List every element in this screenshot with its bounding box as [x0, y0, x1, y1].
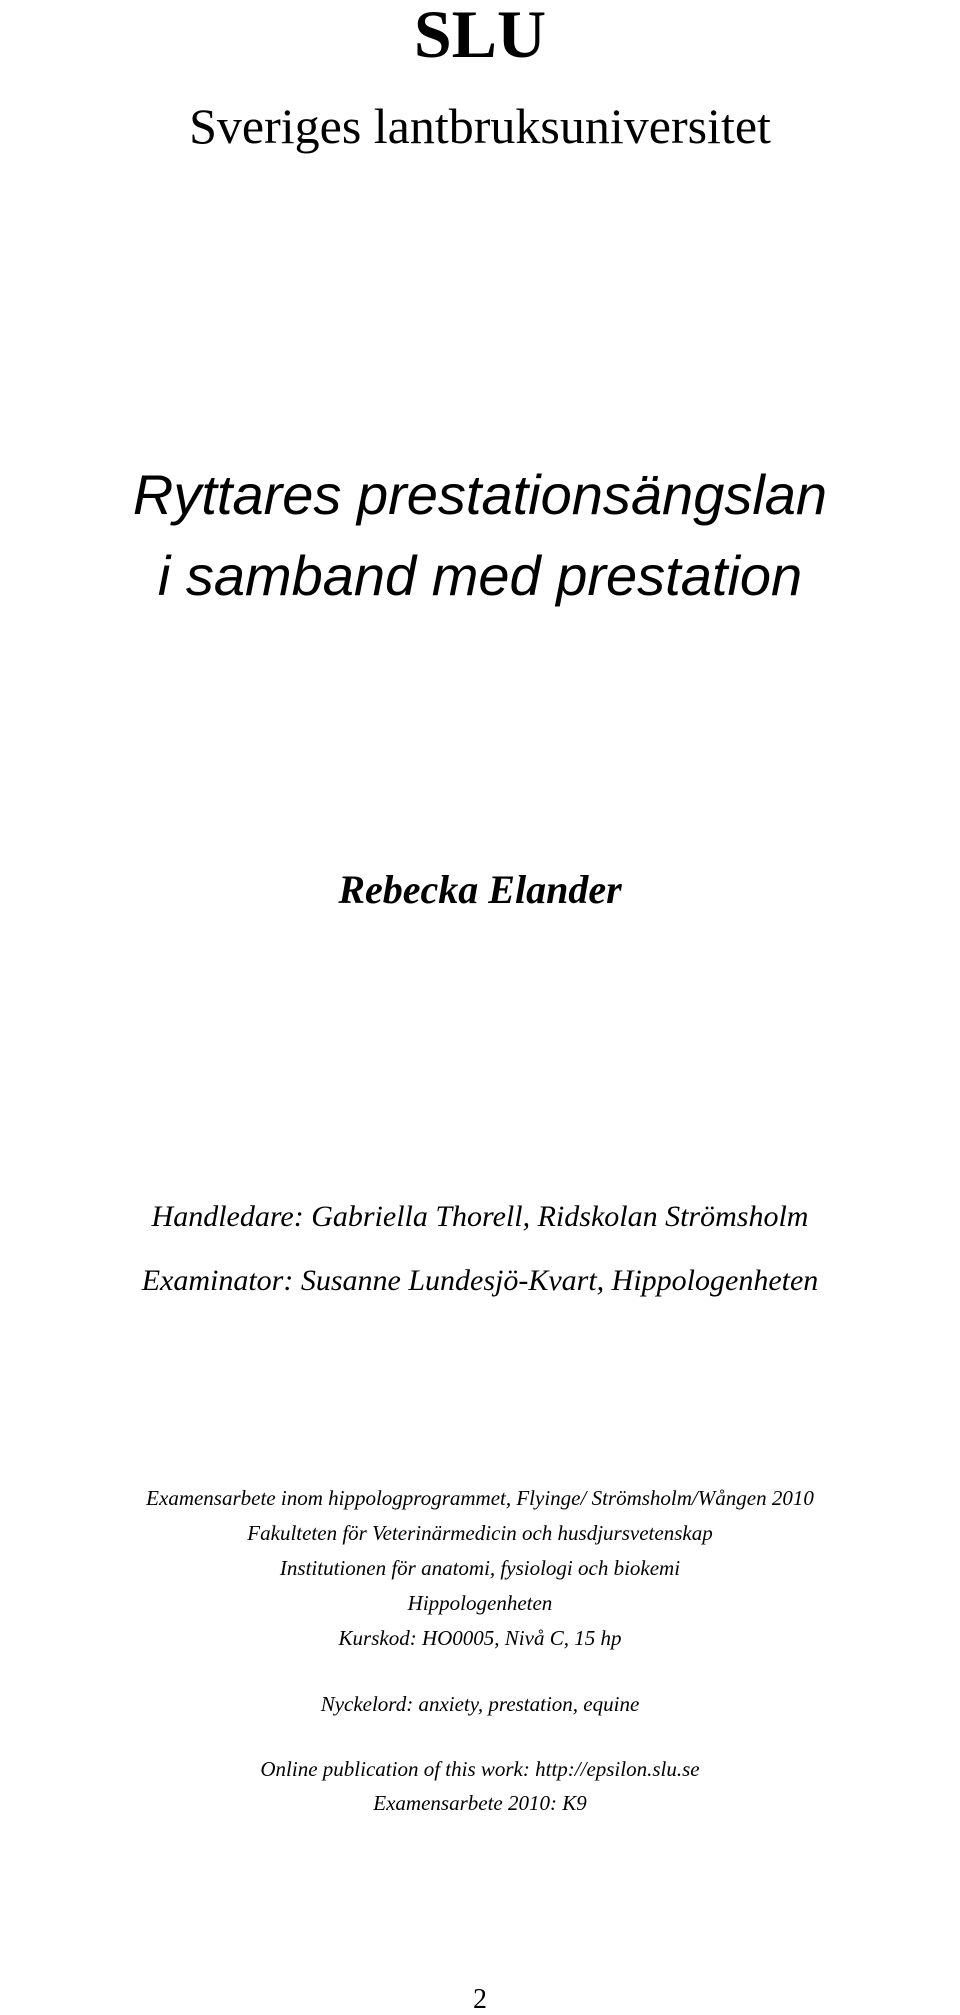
author-name: Rebecka Elander: [338, 867, 622, 912]
university-name: Sveriges lantbruksuniversitet: [189, 98, 771, 154]
unit-line: Hippologenheten: [407, 1591, 553, 1615]
faculty-line: Fakulteten för Veterinärmedicin och husdjursvetenskap: [247, 1521, 713, 1545]
keywords-line: Nyckelord: anxiety, prestation, equine: [320, 1692, 640, 1716]
thesis-title-line-2: i samband med prestation: [157, 544, 803, 607]
course-code-line: Kurskod: HO0005, Nivå C, 15 hp: [338, 1626, 622, 1650]
slu-logo: SLU: [413, 0, 547, 72]
publication-line: Online publication of this work: http://epsilon.slu.se: [260, 1757, 700, 1781]
series-line: Examensarbete 2010: K9: [373, 1791, 587, 1815]
department-line: Institutionen för anatomi, fysiologi och biokemi: [279, 1556, 681, 1580]
thesis-program-line: Examensarbete inom hippologprogrammet, Flyinge/ Strömsholm/Wången 2010: [146, 1486, 814, 1510]
examiner-line: Examinator: Susanne Lundesjö-Kvart, Hippologenheten: [141, 1264, 819, 1297]
supervisor-line: Handledare: Gabriella Thorell, Ridskolan Strömsholm: [151, 1200, 809, 1233]
thesis-title-line-1: Ryttares prestationsängslan: [132, 463, 828, 526]
page-number: 2: [473, 1984, 487, 2015]
